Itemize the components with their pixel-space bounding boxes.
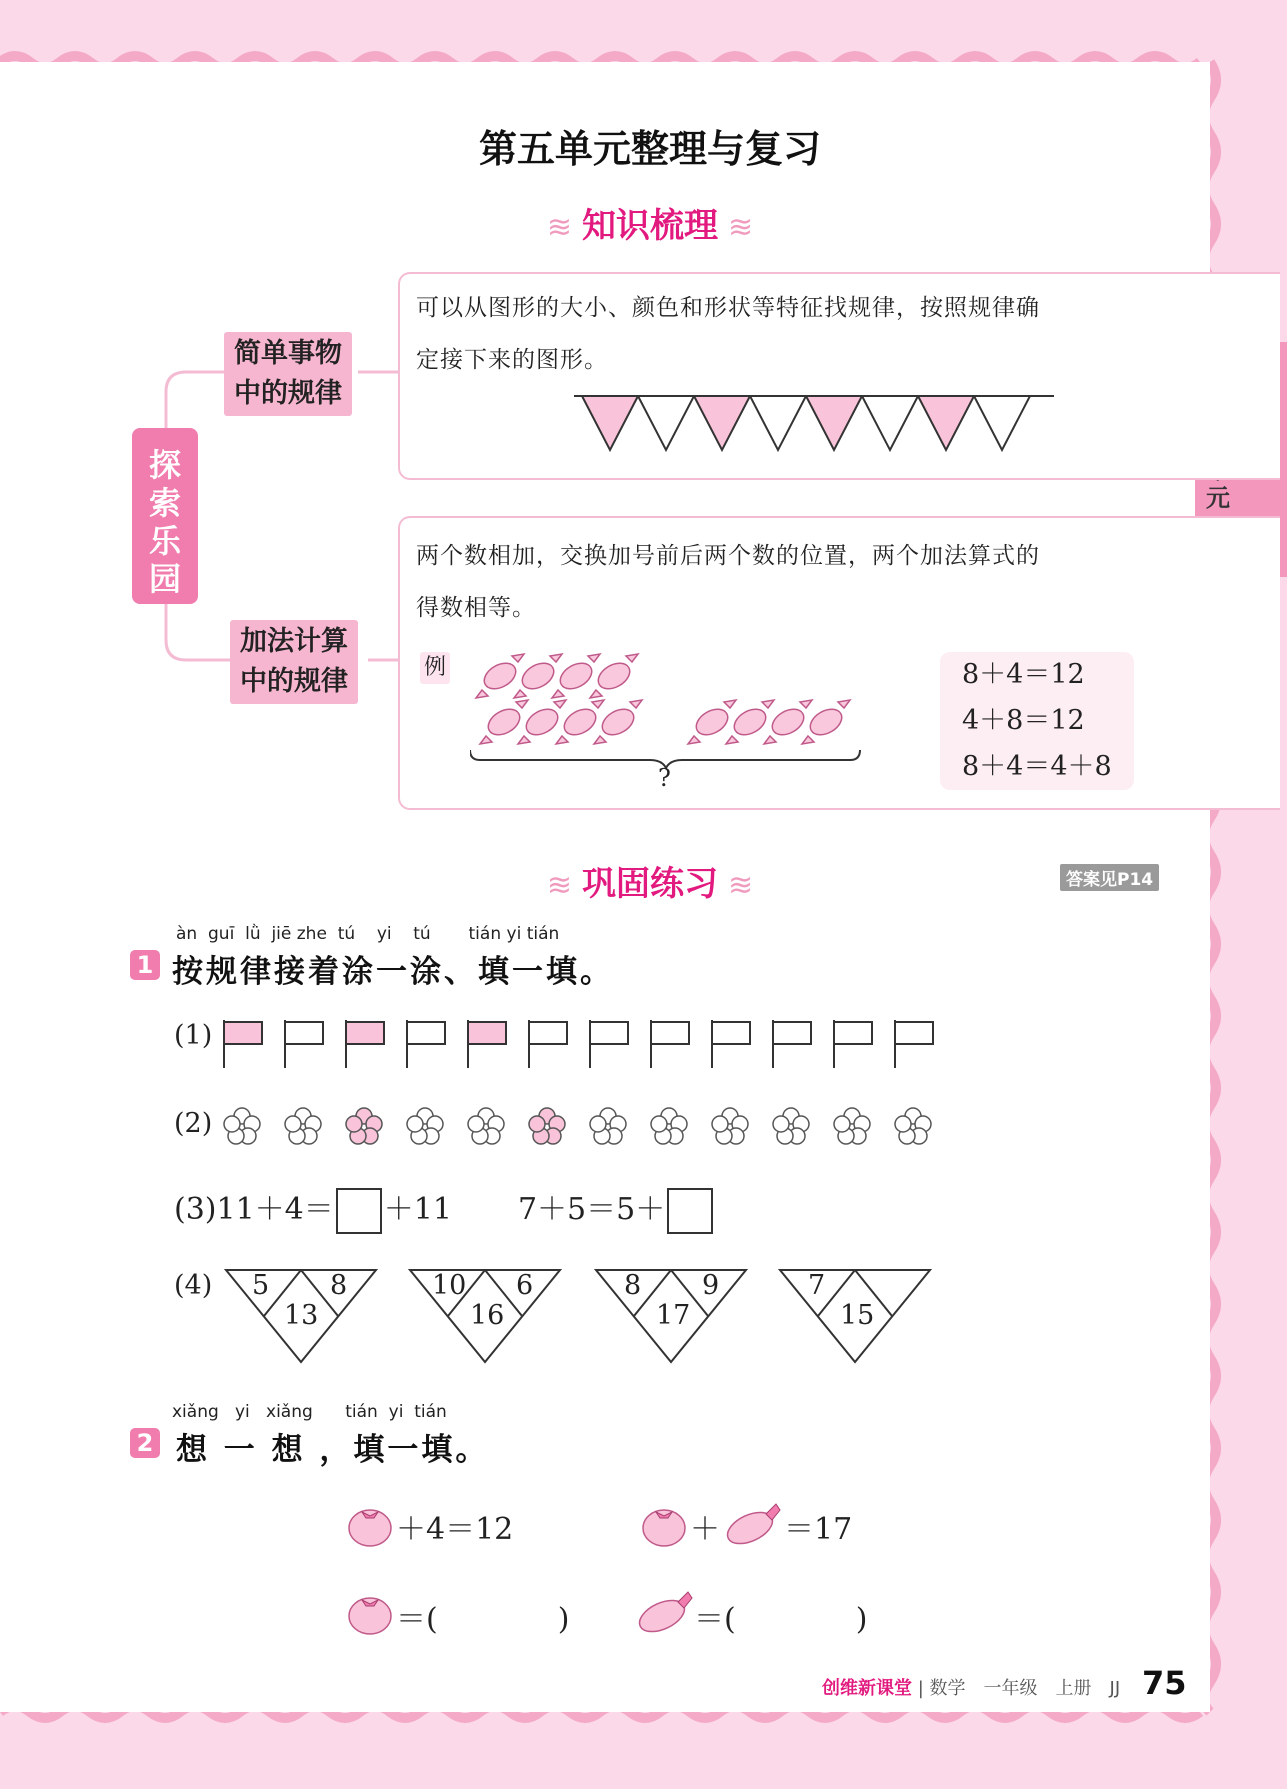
mind-map-root (132, 428, 198, 604)
flag-icon (529, 1020, 567, 1068)
candy-icon (726, 700, 774, 744)
q1-pinyin (176, 924, 559, 944)
branch-label-line: 加法计算 (240, 626, 348, 657)
pinyin-syllable: tián (414, 1402, 447, 1422)
equation-text: ＋4＝12 (396, 1512, 514, 1547)
flower-icon (346, 1108, 382, 1144)
flag-icon (407, 1020, 445, 1068)
footer-divider: | (912, 1678, 930, 1699)
pinyin-syllable: yi (506, 924, 522, 944)
example-label: 例 (420, 652, 450, 684)
flag-icon (895, 1020, 933, 1068)
candy-icon (590, 654, 638, 698)
candy-illustration (470, 650, 870, 780)
triangle-number: 7 (808, 1270, 826, 1301)
candy-icon (514, 654, 562, 698)
pinyin-syllable: yi (376, 924, 392, 944)
flower-icon (285, 1108, 321, 1144)
branch-text-line: 得数相等。 (416, 595, 536, 621)
candy-icon (476, 654, 524, 698)
wave-icon: ≋ (728, 210, 754, 245)
question-number: 2 (130, 1428, 160, 1458)
equation-text: ＋11 (383, 1192, 452, 1227)
row-label: (1) (174, 1020, 213, 1051)
flower-icon (529, 1108, 565, 1144)
branch-text-addition (416, 530, 1040, 634)
wave-icon: ≋ (728, 868, 754, 903)
triangle-pattern (570, 392, 1060, 454)
question-text: 想 一 想 ，填一填。 (176, 1432, 490, 1468)
candy-icon (594, 700, 642, 744)
pinyin-syllable: zhe (296, 924, 327, 944)
equation-row (174, 1184, 715, 1234)
answer-blank[interactable]: ＝( ) (396, 1602, 570, 1637)
tomato-icon (640, 1500, 688, 1548)
branch-text-pattern (416, 282, 1040, 386)
branch-label-line: 中的规律 (240, 666, 348, 697)
flower-icon (651, 1108, 687, 1144)
branch-label-line: 简单事物 (234, 338, 342, 369)
pinyin-syllable: tú (413, 924, 431, 944)
branch-label-pattern (224, 332, 352, 416)
flag-icon (712, 1020, 750, 1068)
triangle-number: 17 (656, 1300, 691, 1331)
triangle-number: 6 (516, 1270, 534, 1301)
question-mark: ? (658, 764, 671, 792)
answer-blank[interactable]: ＝( ) (694, 1602, 868, 1637)
triangle-number: 10 (432, 1270, 467, 1301)
flag-icon (590, 1020, 628, 1068)
answer-blank[interactable] (667, 1188, 713, 1234)
page-title: 第五单元整理与复习 (478, 127, 821, 171)
pinyin-syllable: tián (526, 924, 560, 944)
pinyin-syllable: jiē (271, 924, 292, 944)
eggplant-icon (724, 1496, 786, 1548)
footer-brand: 创维新课堂 (822, 1678, 912, 1699)
flag-icon (468, 1020, 506, 1068)
flag-icon (346, 1020, 384, 1068)
triangle-number: 15 (840, 1300, 875, 1331)
flower-icon (407, 1108, 443, 1144)
footer (822, 1674, 1120, 1700)
pinyin-syllable: xiǎng (266, 1402, 313, 1422)
flower-icon (895, 1108, 931, 1144)
flag-icon (651, 1020, 689, 1068)
question-number: 1 (130, 950, 160, 980)
flower-icon (712, 1108, 748, 1144)
flag-icon (834, 1020, 872, 1068)
tomato-icon (346, 1500, 394, 1548)
mind-map-root-label: 探索乐园 (148, 446, 181, 598)
candy-icon (552, 654, 600, 698)
flower-icon (773, 1108, 809, 1144)
branch-text-line: 定接下来的图形。 (416, 347, 608, 373)
equation-text: 7＋5＝5＋ (517, 1192, 666, 1227)
answer-reference-badge: 答案见P14 (1060, 864, 1159, 891)
side-tab-label: 元 (1206, 484, 1230, 512)
triangle-number: 8 (624, 1270, 642, 1301)
candy-icon (688, 700, 736, 744)
flower-icon (224, 1108, 260, 1144)
equation-line: 8＋4＝12 (962, 659, 1085, 690)
equation-line: 8＋4＝4＋8 (962, 751, 1112, 782)
footer-info: 数学 一年级 上册 JJ (929, 1678, 1121, 1699)
section-title-text: 知识梳理 (582, 206, 718, 246)
candy-icon (480, 700, 528, 744)
equation-text: ＋ (690, 1512, 720, 1547)
equation-text: ＝17 (784, 1512, 853, 1547)
triangle-number: 13 (284, 1300, 319, 1331)
branch-label-line: 中的规律 (234, 378, 342, 409)
flag-row (222, 1018, 952, 1074)
answer-blank[interactable] (336, 1188, 382, 1234)
question-text: 按规律接着涂一涂、填一填。 (172, 954, 614, 990)
row-label: (4) (174, 1270, 213, 1301)
flag-icon (224, 1020, 262, 1068)
wave-icon: ≋ (546, 210, 572, 245)
page-number: 75 (1142, 1664, 1187, 1702)
branch-text-line: 可以从图形的大小、颜色和形状等特征找规律，按照规律确 (416, 295, 1040, 321)
candy-icon (556, 700, 604, 744)
row-label: (2) (174, 1108, 213, 1139)
row-label: (3) (174, 1192, 217, 1227)
branch-text-line: 两个数相加，交换加号前后两个数的位置，两个加法算式的 (416, 543, 1040, 569)
flag-icon (773, 1020, 811, 1068)
flag-icon (285, 1020, 323, 1068)
pinyin-syllable: tián (468, 924, 502, 944)
candy-icon (802, 700, 850, 744)
triangle-number: 8 (330, 1270, 348, 1301)
pinyin-syllable: àn (176, 924, 198, 944)
pinyin-syllable: guī (208, 924, 235, 944)
q2-pinyin (172, 1402, 447, 1422)
pinyin-syllable: tú (337, 924, 356, 944)
flower-row (222, 1106, 952, 1154)
triangle-number: 9 (702, 1270, 720, 1301)
tomato-icon (346, 1588, 394, 1636)
pinyin-syllable: xiǎng (172, 1402, 219, 1422)
flower-icon (590, 1108, 626, 1144)
equation-line: 4＋8＝12 (962, 705, 1085, 736)
branch-label-addition (230, 620, 358, 704)
pinyin-syllable: yi (235, 1402, 250, 1422)
triangle-number: 5 (252, 1270, 270, 1301)
pinyin-syllable: tián (345, 1402, 378, 1422)
flower-icon (834, 1108, 870, 1144)
pinyin-syllable: yi (388, 1402, 404, 1422)
section-title-text: 巩固练习 (582, 864, 718, 904)
flower-icon (468, 1108, 504, 1144)
candy-icon (518, 700, 566, 744)
eggplant-icon (636, 1584, 698, 1636)
candy-icon (764, 700, 812, 744)
pinyin-syllable: lǜ (245, 924, 261, 944)
wave-icon: ≋ (546, 868, 572, 903)
triangle-number: 16 (470, 1300, 505, 1331)
equation-text: 11＋4＝ (216, 1192, 334, 1227)
